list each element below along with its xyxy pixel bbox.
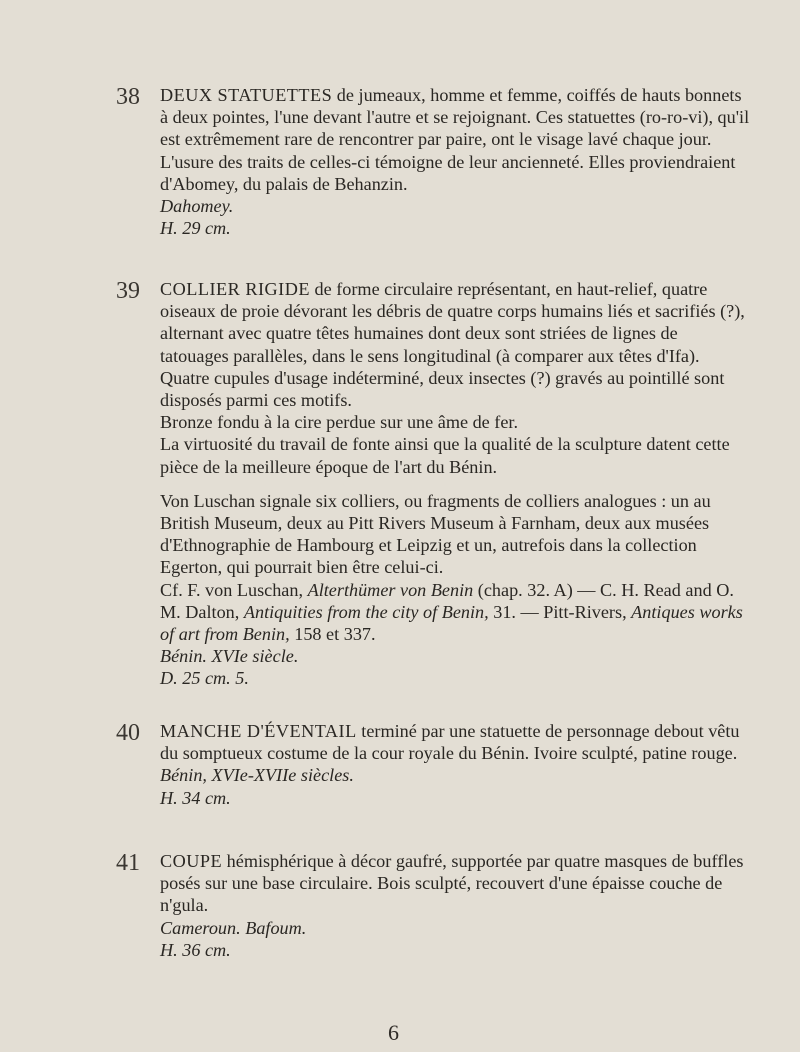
entry-number: 40	[116, 720, 140, 746]
entry-dimension: D. 25 cm. 5.	[160, 668, 249, 689]
entry-material: Bronze fondu à la cire perdue sur une âme de fer.	[160, 412, 519, 433]
entry-number: 39	[116, 278, 140, 304]
entry-remark: La virtuosité du travail de fonte ainsi que la qualité de la sculpture datent cette pièce de la meilleure époque de l'art du Bénin.	[160, 434, 730, 477]
entry-origin: Dahomey.	[160, 196, 234, 217]
entry-origin: Bénin, XVIe-XVIIe siècles.	[160, 765, 354, 786]
entry-text	[160, 850, 750, 961]
entry-text	[160, 720, 750, 809]
entry-origin: Bénin. XVIe siècle.	[160, 646, 299, 667]
entry-dimension: H. 29 cm.	[160, 218, 231, 239]
entry-number: 41	[116, 850, 140, 876]
ref-title: Alterthümer von Benin	[307, 579, 474, 600]
entry-dimension: H. 34 cm.	[160, 787, 231, 808]
entry-text	[160, 278, 750, 690]
ref-pages: 158 et 337.	[294, 624, 376, 645]
entry-text	[160, 84, 750, 239]
entry-dimension: H. 36 cm.	[160, 939, 231, 960]
ref-author: 31. — Pitt-Rivers,	[493, 601, 627, 622]
entry-title: COUPE	[160, 851, 223, 871]
ref-author: (chap. 32. A) — C. H. Read and O. M. Dalton,	[160, 579, 734, 622]
entry-description: hémisphérique à décor gaufré, supportée par quatre masques de buffles posés sur une base circulaire. Bois sculpté, recouvert d'une épaisse couche de n'gula.	[160, 851, 744, 916]
entry-note: Von Luschan signale six colliers, ou fragments de colliers analogues : un au British Museum, deux au Pitt Rivers Museum à Farnham, deux aux musées d'Ethnographie de Hambourg et Leipzig et un, autrefois dans la collection Egerton, qui pourrait bien être celui-ci.	[160, 490, 711, 578]
entry-title: COLLIER RIGIDE	[160, 279, 310, 299]
ref-title: Antiques works of art from Benin,	[160, 601, 743, 645]
entry-origin: Cameroun. Bafoum.	[160, 917, 307, 938]
entry-title: MANCHE D'ÉVENTAIL	[160, 721, 357, 741]
ref-author: Cf. F. von Luschan,	[160, 579, 304, 600]
ref-title: Antiquities from the city of Benin,	[243, 601, 489, 622]
entry-number: 38	[116, 84, 140, 110]
entry-description: terminé par une statuette de personnage debout vêtu du somptueux costume de la cour royale du Bénin. Ivoire sculpté, patine rouge.	[160, 721, 740, 764]
entry-description: de forme circulaire représentant, en haut-relief, quatre oiseaux de proie dévorant les débris de quatre corps humains liés et sacrifiés (?), alternant avec quatre têtes humaines dont deux sont striées de lignes de tatouages parallèles, dans le sens longitudinal (à comparer aux têtes d'Ifa). Quatre cupules d'usage indéterminé, deux insectes (?) gravés au pointillé sont disposés parmi ces motifs.	[160, 279, 745, 411]
page-number: 6	[388, 1020, 399, 1045]
entry-title: DEUX STATUETTES	[160, 85, 333, 105]
entry-references	[160, 579, 750, 646]
entry-description: de jumeaux, homme et femme, coiffés de hauts bonnets à deux pointes, l'une devant l'autre et se rejoignant. Ces statuettes (ro-ro-vi), qu'il est extrêmement rare de rencontrer par paire, ont le visage lavé chaque jour. L'usure des traits de celles-ci témoigne de leur ancienneté. Elles proviendraient d'Abomey, du palais de Behanzin.	[160, 85, 750, 194]
